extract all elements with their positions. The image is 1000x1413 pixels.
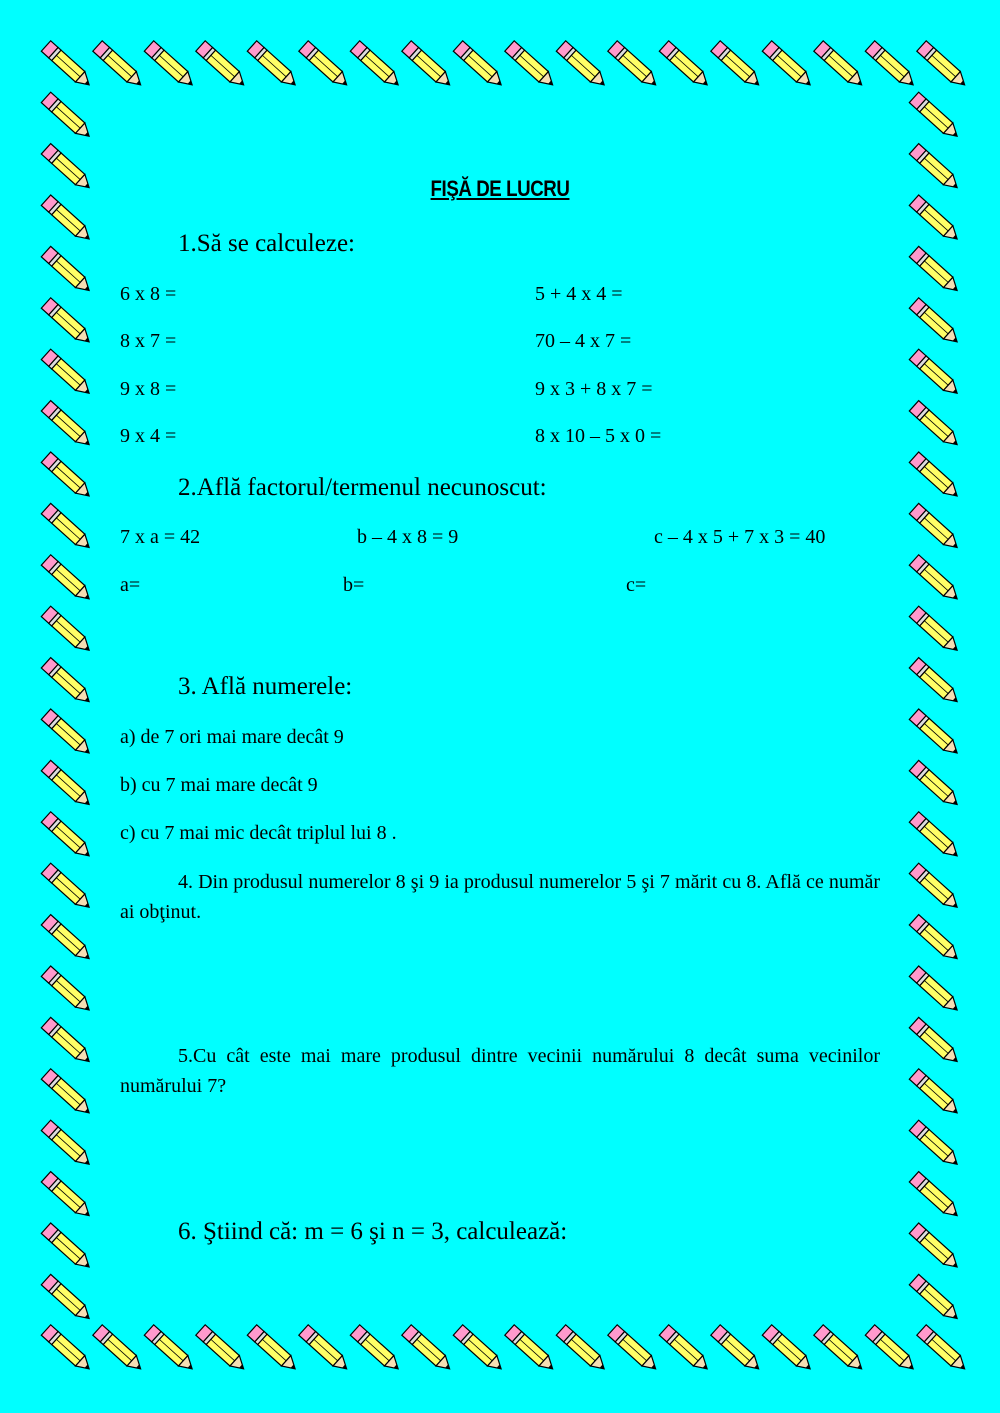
ex2-answer: c= — [626, 574, 647, 596]
exercise-1-heading: 1.Să se calculeze: — [178, 230, 355, 257]
exercise-5-text: 5.Cu cât este mai mare produsul dintre vecinii numărului 8 decât suma vecinilor numărului 7? — [120, 1045, 880, 1097]
ex2-equation: b – 4 x 8 = 9 — [357, 526, 459, 548]
ex2-equation: c – 4 x 5 + 7 x 3 = 40 — [654, 526, 826, 548]
exercise-2-heading: 2.Află factorul/termenul necunoscut: — [178, 474, 547, 501]
exercise-6-heading: 6. Ştiind că: m = 6 şi n = 3, calculează: — [178, 1218, 568, 1245]
ex2-answer: a= — [120, 574, 141, 596]
exercise-3-heading: 3. Află numerele: — [178, 673, 353, 700]
ex1-left-item: 9 x 4 = — [120, 425, 177, 447]
ex1-left-item: 8 x 7 = — [120, 330, 177, 352]
ex1-right-item: 8 x 10 – 5 x 0 = — [535, 425, 662, 447]
ex3-item: b) cu 7 mai mare decât 9 — [120, 774, 318, 796]
ex2-equation: 7 x a = 42 — [120, 526, 201, 548]
ex1-right-item: 70 – 4 x 7 = — [535, 330, 632, 352]
ex3-item: a) de 7 ori mai mare decât 9 — [120, 726, 344, 748]
ex1-left-item: 6 x 8 = — [120, 283, 177, 305]
page-title: FIŞĂ DE LUCRU — [430, 176, 570, 201]
ex2-answer: b= — [343, 574, 365, 596]
ex1-right-item: 9 x 3 + 8 x 7 = — [535, 378, 653, 400]
ex1-right-item: 5 + 4 x 4 = — [535, 283, 623, 305]
ex1-left-item: 9 x 8 = — [120, 378, 177, 400]
ex3-item: c) cu 7 mai mic decât triplul lui 8 . — [120, 822, 397, 844]
exercise-4-text: 4. Din produsul numerelor 8 şi 9 ia produsul numerelor 5 şi 7 mărit cu 8. Află ce număr ai obţinut. — [120, 871, 880, 923]
